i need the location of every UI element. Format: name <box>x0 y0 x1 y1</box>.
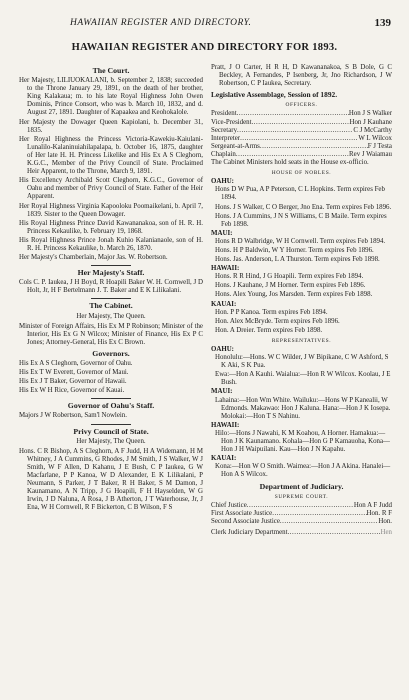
dot-leader <box>237 110 349 118</box>
island-label: OAHU: <box>211 178 234 186</box>
court-entry: His Excellency Archibald Scott Cleghorn, K.G.C., Governor of Oahu and member of Privy Council of State. Father of the Heir Apparent. <box>19 177 203 201</box>
officer-entry-role: President <box>211 110 237 118</box>
section-heading-cabinet: The Cabinet. <box>89 301 133 311</box>
staff-text: Cols C. P. Iaukea, J H Boyd, R Hoapili Baker W. H. Cornwell, J D Holt, Jr, H F Bertelmann J. T. Baker and E K Lilikalani. <box>19 279 203 295</box>
page-title: HAWAIIAN REGISTER AND DIRECTORY FOR 1893. <box>71 42 338 53</box>
justice-entry-role: Chief Justice <box>211 501 247 509</box>
officer-entry-name: W L Wilcox <box>358 134 392 142</box>
officer-entry-role: Secretary <box>211 126 238 134</box>
gov-staff-text: Majors J W Robertson, Sam'l Nowlein. <box>19 412 127 420</box>
cabinet-sub: Her Majesty, The Queen. <box>76 312 146 320</box>
court-entry: Her Majesty the Dowager Queen Kapiolani, b. December 31, 1835. <box>19 118 203 134</box>
clerk-name: Hen <box>380 528 392 536</box>
member-entry: Hon. A Dreier. Term expires Feb 1898. <box>215 326 323 334</box>
dot-leader <box>252 119 350 127</box>
island-label: KAUAI: <box>211 455 237 463</box>
officer-list <box>211 110 392 159</box>
court-entry: Her Royal Highness the Princess Victoria-Kawekiu-Kaiulani-Lunalilo-Kalaninuiahilapalapa, b. October 16, 1875, daughter of Her late H. H. Princess Likelike and His Ex A S Cleghorn, K.G.C., Member of the Privy Council of State. Proclaimed Heir Apparent, to the Throne, March 9, 1891. <box>19 135 203 176</box>
reps-label: REPRESENTATIVES. <box>271 337 332 344</box>
privy-continued: Pratt, J O Carter, H R H, D Kawananakoa, S B Dole, G C Beckley, A Fernandes, P Isenberg, Jr, Jno Richardson, J W Robertson, C P Iaukea, Secretary. <box>211 64 392 88</box>
running-title: HAWAIIAN REGISTER AND DIRECTORY. <box>70 18 252 28</box>
section-heading-privy: Privy Council of State. <box>73 426 149 436</box>
officer-entry <box>211 110 392 118</box>
nobles-label: HOUSE OF NOBLES. <box>271 170 332 177</box>
page-number: 139 <box>374 17 391 29</box>
court-entry: His Royal Highness Prince Jonah Kuhio Kalanianaole, son of H. R. H. Princess Kekaulike, b. March 26, 1870. <box>19 236 203 252</box>
dot-leader <box>240 135 358 143</box>
dot-leader <box>280 518 379 526</box>
member-entry: Hons. J A Cummins, J N S Williams, C B Maile. Term expires Feb 1898. <box>215 212 387 228</box>
officer-entry-role: Sergeant-at-Arms <box>211 142 260 150</box>
court-entries <box>19 77 203 262</box>
justice-entry-role: First Associate Justice <box>211 509 273 517</box>
section-heading-court: The Court. <box>92 66 130 75</box>
member-entry: Hons. R R Hind, J G Hoapili. Term expires Feb 1894. <box>215 273 364 281</box>
dot-leader <box>247 502 354 510</box>
member-entry: Hon. Alex McBryde. Term expires Feb 1896. <box>215 317 340 325</box>
right-column <box>211 64 392 537</box>
justice-entry <box>211 518 392 526</box>
member-entry: Hons. Alex Young, Jos Marsden. Term expires Feb 1898. <box>215 291 373 299</box>
privy-text: Hons. C R Bishop, A S Cleghorn, A F Judd, H A Widemann, H M Whitney, J A Cummins, G Rhodes, J M Smith, J S Walker, W J Smith, W F Allen, D Kahanu, J E Bush, C P Iaukea, G W Macfarlane, P P Kanoa, W D Alexander, E K Lilikalani, P Neumann, S Parker, J T Baker, R H Baker, S M Damon, J Kaunamano, A N Tripp, J G Hoapili, F H Hayselden, W G Irwin, J D Naluna, A Rosa, J B Atherton, J T Waterhouse, Jr, J Ena, W H Cornwell, R F Bickerton, C B Wilson, F S <box>19 447 203 512</box>
member-entry: Hons. J Kauhane, J M Horner. Term expires Feb 1896. <box>215 282 366 290</box>
section-heading-staff: Her Majesty's Staff. <box>77 268 145 278</box>
member-entry: Honolulu:—Hons. W C Wilder, J W Bipikane, C W Ashford, S K Aki, S K Pua. <box>215 354 389 370</box>
dot-leader <box>236 151 349 159</box>
officers-label: OFFICERS. <box>285 102 318 109</box>
dot-leader <box>237 127 353 135</box>
member-entry: Hons. J S Walker, C O Berger, Jno Ena. Term expires Feb 1896. <box>215 203 392 211</box>
member-entry: Hons. H P Baldwin, W Y Horner. Term expires Feb 1896. <box>215 246 374 254</box>
reps-list <box>211 346 392 480</box>
nobles-list <box>211 178 392 335</box>
governor-list <box>19 360 203 395</box>
member-entry: Hons D W Pua, A P Peterson, C L Hopkins. Term expires Feb 1894. <box>215 186 385 202</box>
justice-entry-name: Hon. R F <box>366 509 392 517</box>
court-entry: His Royal Highness Prince David Kawananakoa, son of H. R. H. Princess Kekaulike, b. February 19, 1868. <box>19 219 203 235</box>
justice-entry <box>211 502 392 510</box>
justice-entry-name: Hon A F Judd <box>353 501 392 509</box>
officer-entry-name: Rev J Waiamau <box>349 150 392 158</box>
officer-entry-role: Chaplain <box>211 150 236 158</box>
dot-leader <box>260 143 368 151</box>
officer-entry <box>211 127 392 135</box>
section-heading-legislative: Legislative Assemblage, Session of 1892. <box>211 90 338 100</box>
officer-entry <box>211 135 392 143</box>
divider <box>91 265 131 266</box>
justice-entry <box>211 510 392 518</box>
officer-entry <box>211 119 392 127</box>
officer-entry <box>211 151 392 159</box>
governor-entry: His Ex A S Cleghorn, Governor of Oahu. <box>19 360 133 367</box>
member-entry: Hons. Jas. Anderson, L A Thurston. Term expires Feb 1898. <box>215 256 380 264</box>
clerk-role: Clerk Judiciary Department <box>211 528 288 536</box>
member-entry: Hilo:—Hons J Nawahi, K M Koahou, A Horner. Hamakua:—Hon J K Kaunamano. Kohala—Hon G P Kamauoha, Kona—Hon J H Waipuilani. Kau—Hon J N Kapahu. <box>215 429 390 454</box>
section-heading-gov-staff: Governor of Oahu's Staff. <box>67 401 155 411</box>
officer-entry-role: Interpreter <box>211 134 241 142</box>
court-entry: Her Majesty's Chamberlain, Major Jas. W. Robertson. <box>19 254 168 262</box>
justice-entry-role: Second Associate Justice <box>211 517 280 525</box>
member-entry: Kona:—Hon W O Smith. Waimea:—Hon J A Akina. Hanalei—Hon A S Wilcox. <box>215 463 391 479</box>
clerk-entry <box>211 529 392 537</box>
dot-leader <box>288 529 381 537</box>
island-label: MAUI: <box>211 229 233 237</box>
officer-entry-name: Hon J S Walker <box>348 110 392 118</box>
officer-entry-role: Vice-President <box>211 118 252 126</box>
privy-sub: Her Majesty, The Queen. <box>76 437 146 445</box>
officer-entry <box>211 143 392 151</box>
section-heading-judiciary: Department of Judiciary. <box>259 481 344 491</box>
divider <box>91 298 131 299</box>
supreme-court-list <box>211 502 392 526</box>
left-column <box>19 64 203 514</box>
island-label: HAWAII: <box>211 265 240 273</box>
divider <box>91 424 131 425</box>
justice-entry-name: Hon. <box>378 517 392 525</box>
cabinet-note: The Cabinet Ministers hold seats in the House ex-officio. <box>211 159 369 167</box>
court-entry: Her Royal Highness Virginia Kapooloku Poomaikelani, b. April 7, 1839. Sister to the Queen Dowager. <box>19 202 203 218</box>
governor-entry: His Ex W H Rice, Governor of Kauai. <box>19 387 125 395</box>
member-entry: Hon. P P Kanoa. Term expires Feb 1894. <box>215 308 328 316</box>
island-label: KAUAI: <box>211 300 237 308</box>
supreme-label: SUPREME COURT. <box>274 493 329 500</box>
section-heading-governors: Governors. <box>92 348 130 358</box>
officer-entry-name: C J McCarthy <box>353 126 392 134</box>
cabinet-text: Minister of Foreign Affairs, His Ex M P Robinson; Minister of the Interior, His Ex G N Wilcox; Minister of Finance, His Ex P C Jones; Attorney-General, His Ex C Brown. <box>19 322 203 346</box>
member-entry: Lahaina:—Hon Wm White. Wailuku:—Hons W P Kanealii, W Edmonds. Makawao: Hon J Kaluna. Hana:—Hon J K Iosepa. Molokai:—Hon T S Nahinu. <box>215 396 391 420</box>
member-entry: Hons R D Walbridge, W H Cornwell. Term expires Feb 1894. <box>215 237 386 245</box>
court-entry: Her Majesty, LILIUOKALANI, b. September 2, 1838; succeeded to the Throne January 29, 1891, on the death of her brother, King Kalakaua; m. to his late Royal Highness John Owen Dominis, Prince Consort, who was b. March 10, 1832, and d. August 27, 1891. Daughter of Kapaakea and Keohokalole. <box>19 77 203 117</box>
governor-entry: His Ex T W Everett, Governor of Maui. <box>19 369 129 377</box>
governor-entry: His Ex J T Baker, Governor of Hawaii. <box>19 378 127 386</box>
running-header <box>20 18 391 32</box>
island-label: OAHU: <box>211 346 234 353</box>
island-label: HAWAII: <box>211 421 240 429</box>
island-label: MAUI: <box>211 388 233 396</box>
divider <box>91 398 131 399</box>
officer-entry-name: F J Testa <box>367 142 392 150</box>
dot-leader <box>272 510 366 518</box>
officer-entry-name: Hon J Kauhane <box>349 118 392 126</box>
member-entry: Ewa:—Hon A Kauhi. Waialua:—Hon R W Wilcox. Koolau, J E Bush. <box>215 371 391 387</box>
